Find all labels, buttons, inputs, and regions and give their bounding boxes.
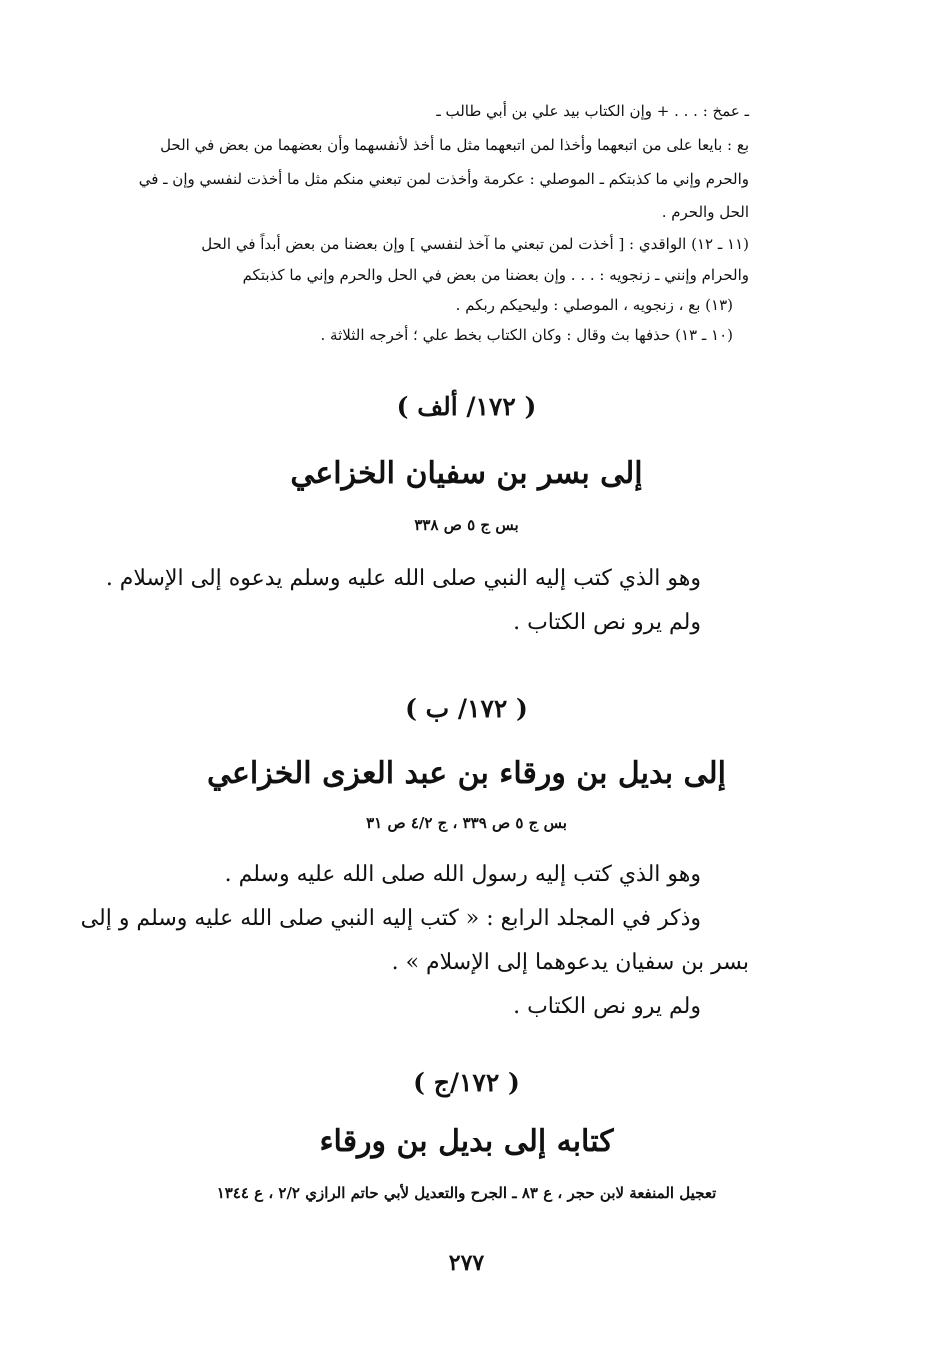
section-c-reference: تعجيل المنفعة لابن حجر ، ع ٨٣ ـ الجرح والتعديل لأبي حاتم الرازي ٢/٢ ، ع ١٣٤٤ bbox=[216, 1184, 717, 1202]
section-a-number: ( ١٧٢/ ألف ) bbox=[396, 392, 537, 421]
body-line: وهو الذي كتب إليه النبي صلى الله عليه وسلم يدعوه إلى الإسلام . bbox=[105, 566, 701, 591]
body-line: بسر بن سفيان يدعوهما إلى الإسلام » . bbox=[391, 950, 749, 975]
footnote-line: (١٠ ـ ١٣) حذفها بث وقال : وكان الكتاب بخط علي ؛ أخرجه الثلاثة . bbox=[320, 326, 733, 344]
footnote-line: (١١ ـ ١٢) الواقدي : [ أخذت لمن تبعني ما آخذ لنفسي ] وإن بعضنا من بعض أبداً في الحل bbox=[201, 235, 749, 253]
footnote-line: (١٣) بع ، زنجويه ، الموصلي : وليحيكم ربكم . bbox=[455, 296, 733, 314]
section-b-title: إلى بديل بن ورقاء بن عبد العزى الخزاعي bbox=[206, 756, 726, 791]
body-line: ولم يرو نص الكتاب . bbox=[513, 610, 701, 635]
body-line: ولم يرو نص الكتاب . bbox=[513, 994, 701, 1019]
section-c-title: كتابه إلى بديل بن ورقاء bbox=[319, 1124, 614, 1159]
footnote-line: والحرم وإني ما كذبتكم ـ الموصلي : عكرمة وأخذت لمن تبعني منكم مثل ما أخذت لنفسي وإن ـ في bbox=[138, 170, 749, 188]
section-b-number: ( ١٧٢/ ب ) bbox=[405, 694, 528, 723]
footnote-line: الحل والحرم . bbox=[661, 203, 749, 221]
section-c-number: ( ١٧٢/ج ) bbox=[413, 1068, 520, 1097]
footnote-line: بع : بايعا على من اتبعهما وأخذا لمن اتبعهما مثل ما أخذ لأنفسهما وأن بعضهما من بعض في الحل bbox=[160, 136, 749, 154]
footnote-line: ـ عمخ : . . . + وإن الكتاب بيد علي بن أبي طالب ـ bbox=[436, 102, 749, 120]
section-b-reference: بس ج ٥ ص ٣٣٩ ، ج ٤/٢ ص ٣١ bbox=[366, 814, 567, 832]
body-line: وذكر في المجلد الرابع : « كتب إليه النبي صلى الله عليه وسلم و إلى bbox=[80, 906, 701, 931]
footnote-line: والحرام وإنني ـ زنجويه : . . . وإن بعضنا من بعض في الحل والحرم وإني ما كذبتكم bbox=[242, 266, 749, 284]
section-a-reference: بس ج ٥ ص ٣٣٨ bbox=[414, 516, 519, 534]
page-number: ٢٧٧ bbox=[448, 1250, 485, 1276]
section-a-title: إلى بسر بن سفيان الخزاعي bbox=[290, 456, 643, 491]
body-line: وهو الذي كتب إليه رسول الله صلى الله عليه وسلم . bbox=[224, 862, 701, 887]
